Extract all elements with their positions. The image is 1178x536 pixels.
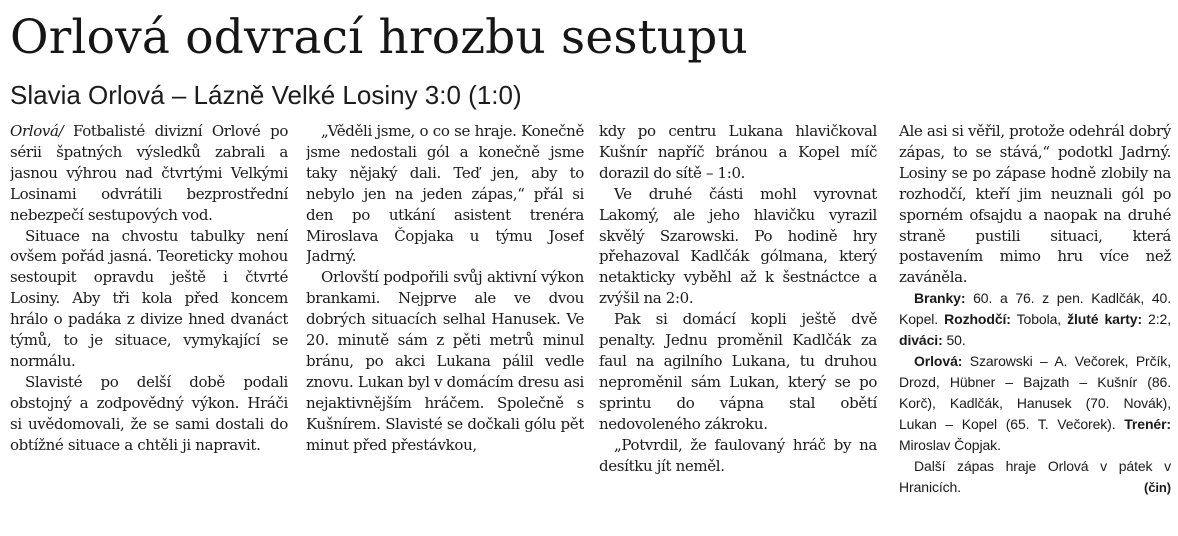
column-1 (10, 121, 288, 531)
article-paragraph: Pak si domácí kopli ještě dvě penalty. Jednu proměnil Kadlčák za faul na agilního Lukana, tu druhou neproměnil sám Lukan, který se po sprintu do vápna stal obětí nedovoleného zákroku. (599, 310, 877, 433)
article-paragraph (10, 121, 288, 226)
spectators-text: 50. (942, 332, 966, 349)
article-paragraph: „Potvrdil, že faulovaný hráč by na desítku jít neměl. (599, 435, 877, 475)
coach-text: Miroslav Čopjak. (899, 437, 1001, 454)
referee-label: Rozhodčí: (944, 311, 1011, 328)
column-2 (306, 121, 584, 531)
author-initials: (čin) (1144, 480, 1171, 496)
article-paragraph: Ale asi si věřil, protože odehrál dobrý zápas, to se stává,“ podotkl Jadrný. Losiny se po zápase hodně zlobily na rozhodčí, kteří jim neuznali gól po sporném ofsajdu a naopak na druhé straně pustili situaci, která postavením mimo hru více než zaváněla. (899, 122, 1171, 287)
spectators-label: diváci: (899, 332, 943, 349)
article-paragraph: kdy po centru Lukana hlavičkoval Kušnír napříč bránou a Kopel míč dorazil do sítě – 1:0. (599, 122, 877, 182)
match-summary (899, 288, 1171, 351)
headline: Orlová odvrací hrozbu sestupu (10, 10, 749, 65)
paragraph-text: Fotbalisté divizní Orlové po sérii špatných výsledků zabrali a jasnou výhrou nad čtvrtými Velkými Losinami odvrátili bezprostřední nebezpečí sestupových vod. (10, 122, 288, 224)
subheadline: Slavia Orlová – Lázně Velké Losiny 3:0 (1:0) (10, 80, 522, 110)
goals-text: 60. a 76. z pen. Kadlčák, 40. Kopel. (899, 290, 1171, 328)
article-paragraph: Slavisté po delší době podali obstojný a zodpovědný výkon. Hráči si uvědomovali, že se sami dostali do obtížné situace a chtěli ji napravit. (10, 372, 288, 454)
lineup-text: Szarowski – A. Večorek, Prčík, Drozd, Hübner – Bajzath – Kušnír (86. Korč), Kadlčák, Hanusek (70. Novák), Lukan – Kopel (65. T. Večorek). (899, 353, 1171, 433)
column-4 (899, 121, 1171, 531)
next-match-text: Další zápas hraje Orlová v pátek v Hranicích. (899, 458, 1171, 496)
lineup (899, 351, 1171, 456)
next-match (899, 456, 1171, 498)
yellow-cards-label: žluté karty: (1067, 311, 1143, 328)
column-3 (599, 121, 877, 531)
goals-label: Branky: (914, 290, 966, 307)
article-paragraph: Orlovští podpořili svůj aktivní výkon brankami. Nejprve ale ve dvou dobrých situacích selhal Hanusek. Ve 20. minutě sám z pěti metrů minul bránu, po akci Lukana pálil vedle znovu. Lukan byl v domácím dresu asi nejaktivnějším hráčem. Společně s Kušnírem. Slavisté se dočkali gólu pět minut před přestávkou, (306, 268, 584, 454)
article-page (10, 0, 1170, 536)
dateline: Orlová/ (10, 122, 64, 140)
article-columns (10, 121, 1170, 531)
article-paragraph: Ve druhé části mohl vyrovnat Lakomý, ale jeho hlavičku vyrazil skvělý Szarowski. Po hodině hry přehazoval Kadlčák gólmana, který netakticky vyběhl až k šestnáctce a zvýšil na 2:0. (599, 184, 877, 308)
article-paragraph: „Věděli jsme, o co se hraje. Konečně jsme nedostali gól a konečně jsme taky nějaký dali. Teď jen, aby to nebylo jen na jeden zápas,“ přál si den po utkání asistent trenéra Miroslava Čopjaka u týmu Josef Jadrný. (306, 122, 584, 266)
lineup-team-label: Orlová: (914, 353, 963, 370)
article-paragraph: Situace na chvostu tabulky není ovšem pořád jasná. Teoreticky mohou sestoupit opravdu ještě i čtvrté Losiny. Aby tři kola před koncem hrálo o padáka z divize hned dvanáct týmů, to je situace, vymykající se normálu. (10, 226, 288, 370)
coach-label: Trenér: (1124, 416, 1171, 433)
referee-text: Tobola, (1010, 311, 1068, 328)
yellow-cards-text: 2:2, (1142, 311, 1171, 328)
